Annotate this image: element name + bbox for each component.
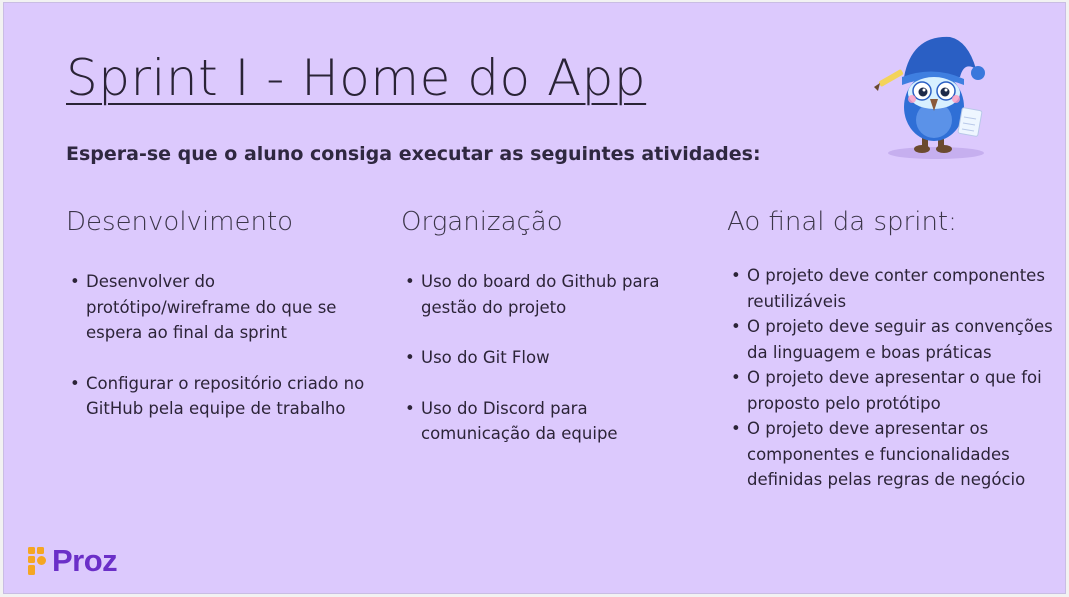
list-item: • Uso do Git Flow: [401, 345, 661, 371]
list-item: • O projeto deve conter componentes reutilizáveis: [727, 263, 1057, 314]
column-ao-final-da-sprint: [727, 207, 1057, 493]
list-item: • Desenvolver do protótipo/wireframe do que se espera ao final da sprint: [66, 269, 366, 346]
list-item: • O projeto deve apresentar o que foi proposto pelo protótipo: [727, 365, 1057, 416]
column-heading: Organização: [401, 207, 563, 237]
column-organizacao: [401, 207, 661, 472]
column-heading: Ao final da sprint:: [727, 207, 957, 237]
logo-text: Proz: [52, 543, 118, 578]
slide: [3, 2, 1066, 594]
owl-mascot-icon: [864, 25, 1004, 165]
list-item: • Uso do board do Github para gestão do projeto: [401, 269, 661, 320]
slide-subtitle: Espera-se que o aluno consiga executar as seguintes atividades:: [66, 143, 761, 165]
slide-title: Sprint I - Home do App: [66, 49, 647, 107]
proz-logo: [26, 543, 117, 579]
bullet-list: [66, 269, 366, 422]
list-item: • O projeto deve seguir as convenções da linguagem e boas práticas: [727, 314, 1057, 365]
list-item: • Configurar o repositório criado no GitHub pela equipe de trabalho: [66, 371, 366, 422]
list-item: • Uso do Discord para comunicação da equipe: [401, 396, 661, 447]
bullet-list: [401, 269, 661, 447]
proz-logo-icon: [26, 545, 48, 577]
column-heading: Desenvolvimento: [66, 207, 294, 237]
list-item: • O projeto deve apresentar os componentes e funcionalidades definidas pelas regras de negócio: [727, 416, 1057, 493]
bullet-list: [727, 263, 1057, 493]
column-desenvolvimento: [66, 207, 366, 447]
